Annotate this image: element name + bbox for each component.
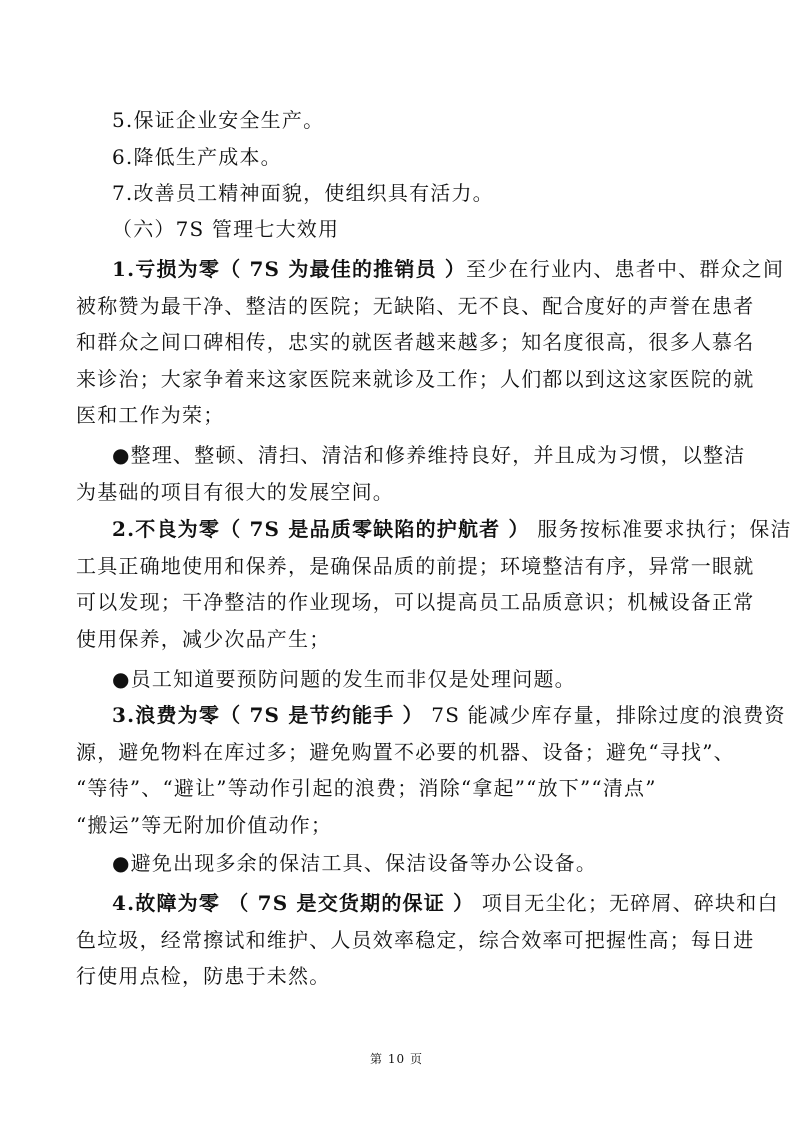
item-5: 5.保证企业安全生产。 — [112, 108, 325, 132]
effect-1-title: 1.亏损为零（ 7S 为最佳的推销员 ） — [112, 257, 467, 281]
effect-2-title: 2.不良为零（ 7S 是品质零缺陷的护航者 ） — [112, 517, 530, 541]
effect-2-bullet: ●员工知道要预防问题的发生而非仅是处理问题。 — [112, 667, 576, 691]
item-7: 7.改善员工精神面貌，使组织具有活力。 — [112, 181, 494, 205]
effect-3-paragraph: 3.浪费为零（ 7S 是节约能手 ） 7S 能减少库存量，排除过度的浪费资 源，避免物料在库过多；避免购置不必要的机器、设备；避免“寻找”、 “等待”、“避让”等动作引起的浪费；消除“拿起”“放下”“清点” “搬运”等无附加价值动作； — [76, 703, 786, 837]
section-heading: （六）7S 管理七大效用 — [112, 217, 340, 241]
effect-3-bullet: ●避免出现多余的保洁工具、保洁设备等办公设备。 — [112, 851, 598, 875]
effect-1-paragraph: 1.亏损为零（ 7S 为最佳的推销员 ）至少在行业内、患者中、群众之间 被称赞为最干净、整洁的医院；无缺陷、无不良、配合度好的声誉在患者 和群众之间口碑相传，忠实的就医者越来越多；知名度很高，很多人慕名 来诊治；大家争着来这家医院来就诊及工作；人们都以到这这家医院的就 医和工作为荣； — [76, 257, 785, 427]
effect-1-bullet: ●整理、整顿、清扫、清洁和修养维持良好，并且成为习惯，以整洁 为基础的项目有很大的发展空间。 — [76, 443, 746, 504]
page-number: 第 10 页 — [370, 1052, 423, 1066]
item-6: 6.降低生产成本。 — [112, 145, 282, 169]
effect-2-paragraph: 2.不良为零（ 7S 是品质零缺陷的护航者 ） 服务按标准要求执行；保洁 工具正确地使用和保养，是确保品质的前提；环境整洁有序，异常一眼就 可以发现；干净整洁的作业现场，可以提高员工品质意识；机械设备正常 使用保养，减少次品产生； — [76, 517, 792, 651]
effect-3-title: 3.浪费为零（ 7S 是节约能手 ） — [112, 703, 424, 727]
effect-4-title: 4.故障为零 （ 7S 是交货期的保证 ） — [112, 891, 475, 915]
effect-4-paragraph: 4.故障为零 （ 7S 是交货期的保证 ） 项目无尘化；无碎屑、碎块和白 色垃圾，经常擦试和维护、人员效率稳定，综合效率可把握性高；每日进 行使用点检，防患于未然。 — [76, 891, 779, 988]
